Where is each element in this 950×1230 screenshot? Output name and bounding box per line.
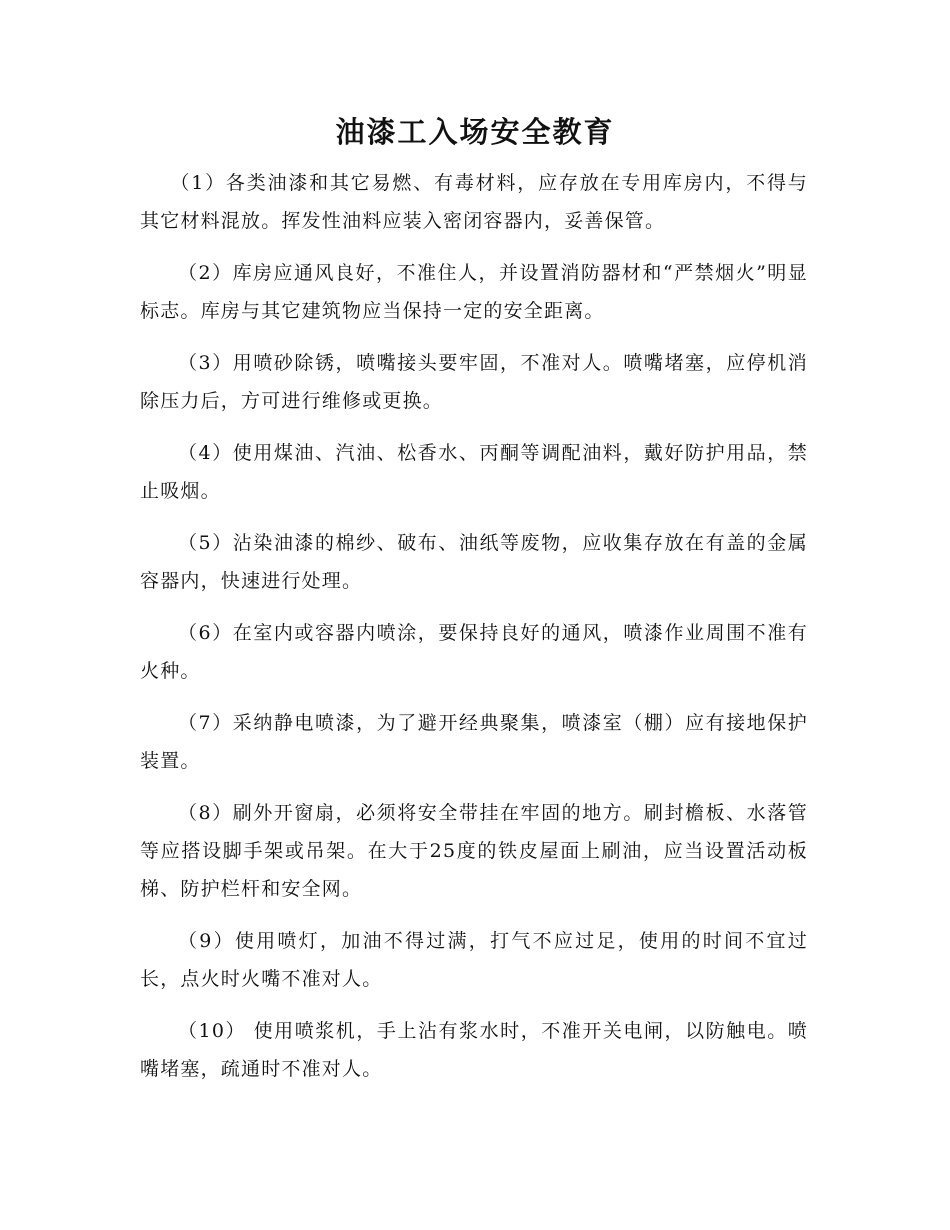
paragraph-10: （10） 使用喷浆机，手上沾有浆水时，不准开关电闸，以防触电。喷嘴堵塞，疏通时不准对人。 [140, 1020, 808, 1080]
paragraph-4: （4）使用煤油、汽油、松香水、丙酮等调配油料，戴好防护用品，禁止吸烟。 [140, 442, 808, 502]
paragraph-3: （3）用喷砂除锈，喷嘴接头要牢固，不准对人。喷嘴堵塞，应停机消除压力后，方可进行维修或更换。 [140, 352, 808, 412]
document-title: 油漆工入场安全教育 [335, 115, 615, 149]
paragraph-7: （7）采纳静电喷漆，为了避开经典聚集，喷漆室（棚）应有接地保护装置。 [140, 712, 808, 772]
paragraph-1: （1）各类油漆和其它易燃、有毒材料，应存放在专用库房内，不得与其它材料混放。挥发性油料应装入密闭容器内，妥善保管。 [140, 172, 808, 232]
document-body [140, 164, 808, 1102]
paragraph-8: （8）刷外开窗扇，必须将安全带挂在牢固的地方。刷封檐板、水落管等应搭设脚手架或吊架。在大于25度的铁皮屋面上刷油，应当设置活动板梯、防护栏杆和安全网。 [140, 802, 808, 900]
paragraph-2: （2）库房应通风良好，不准住人，并设置消防器材和“严禁烟火”明显标志。库房与其它建筑物应当保持一定的安全距离。 [140, 262, 808, 322]
paragraph-5: （5）沾染油漆的棉纱、破布、油纸等废物，应收集存放在有盖的金属容器内，快速进行处理。 [140, 532, 808, 592]
paragraph-6: （6）在室内或容器内喷涂，要保持良好的通风，喷漆作业周围不准有火种。 [140, 622, 808, 682]
paragraph-9: （9）使用喷灯，加油不得过满，打气不应过足，使用的时间不宜过长，点火时火嘴不准对人。 [140, 930, 808, 990]
